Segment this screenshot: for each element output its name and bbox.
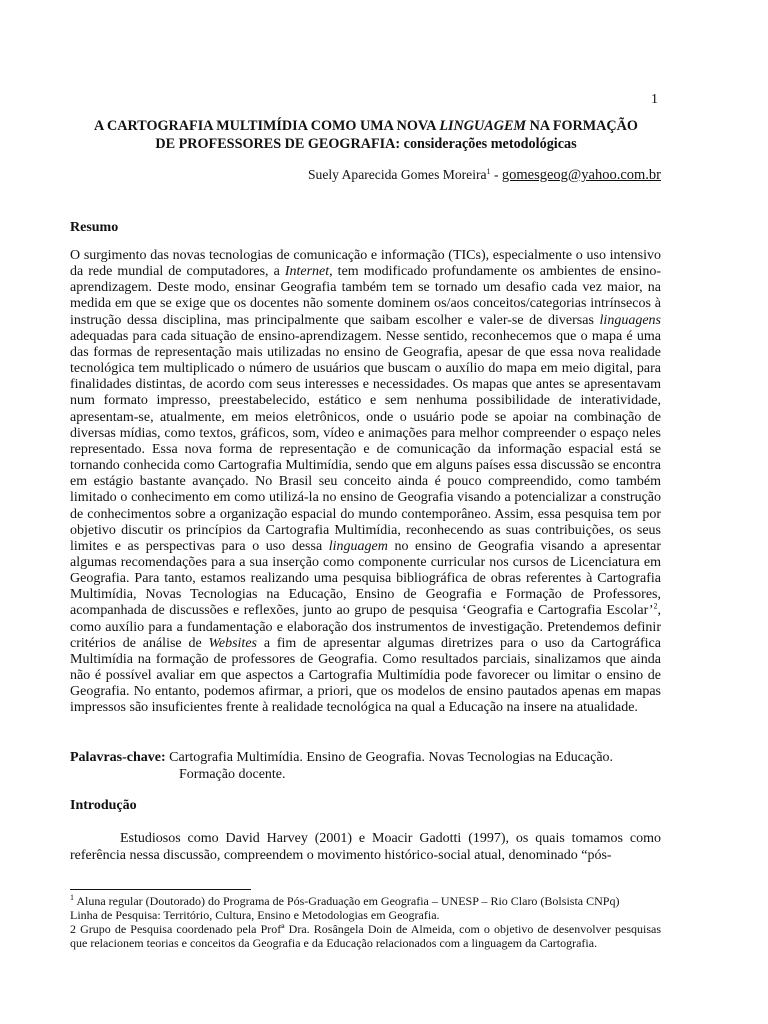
abstract-heading: Resumo: [70, 220, 119, 235]
footnote-2: 2 Grupo de Pesquisa coordenado pela Profª Dra. Rosângela Doin de Almeida, com o objetivo de desenvolver pesquisas que relacionem teorias e conceitos da Geografia e da Educação relacionados com a linguagem da Cartografia.: [70, 922, 661, 950]
intro-paragraph: Estudiosos como David Harvey (2001) e Moacir Gadotti (1997), os quais tomamos como referência nessa discussão, compreendem o movimento histórico-social atual, denominado “pós-: [70, 831, 661, 863]
footnote-divider: [70, 889, 251, 890]
keywords-list-cont: Formação docente.: [179, 767, 286, 782]
keywords-label: Palavras-chave:: [70, 750, 166, 765]
abstract-body: O surgimento das novas tecnologias de comunicação e informação (TICs), especialmente o uso intensivo da rede mundial de computadores, a Internet, tem modificado profundamente os ambientes de ensino-aprendizagem. Deste modo, ensinar Geografia também tem se tornado um desafio cada vez maior, na medida em que se exige que os docentes não somente dominem os/aos conceitos/categorias intrínsecos à instrução dessa disciplina, mas principalmente que saibam escolher e valer-se de diversas linguagens adequadas para cada situação de ensino-aprendizagem. Nesse sentido, reconhecemos que o mapa é uma das formas de representação mais utilizadas no ensino de Geografia, apesar de que essa nova realidade tecnológica tem multiplicado o número de usuários que buscam o auxílio do mapa em meio digital, para finalidades distintas, de acordo com seus interesses e necessidades. Os mapas que antes se apresentavam num formato impresso, preestabelecido, estático e sem nenhuma possibilidade de interatividade, apresentam-se, atualmente, em meios eletrônicos, onde o usuário pode se apoiar na combinação de diversas mídias, como textos, gráficos, som, vídeo e animações para melhor compreender o espaço neles representado. Essa nova forma de representação e de comunicação da informação espacial está se tornando conhecida como Cartografia Multimídia, sendo que em alguns países essa discussão se encontra em estágio bastante avançado. No Brasil seu conceito ainda é pouco compreendido, como também limitado o conhecimento em como utilizá-la no ensino de Geografia visando a potencializar a construção de conhecimentos sobre a organização espacial do mundo contemporâneo. Assim, essa pesquisa tem por objetivo discutir os princípios da Cartografia Multimídia, reconhecendo as suas contribuições, os seus limites e as perspectivas para o uso dessa linguagem no ensino de Geografia visando a apresentar algumas recomendações para a sua inserção como componente curricular nos cursos de Licenciatura em Geografia. Para tanto, estamos realizando uma pesquisa bibliográfica de obras referentes à Cartografia Multimídia, Novas Tecnologias na Educação, Ensino de Geografia e Formação de Professores, acompanhada de discussões e reflexões, junto ao grupo de pesquisa ‘Geografia e Cartografia Escolar’$^2$, como auxílio para a fundamentação e elaboração dos instrumentos de investigação. Pretendemos definir critérios de análise de Websites a fim de apresentar algumas diretrizes para o uso da Cartográfica Multimídia na formação de professores de Geografia. Como resultados parciais, sinalizamos que ainda não é possível avaliar em que aspectos a Cartografia Multimídia pode favorecer ou limitar o ensino de Geografia. No entanto, podemos afirmar, a priori, que os modelos de ensino pautados apenas em mapas impressos são insuficientes frente à realidade tecnológica na qual a Educação na insere na atualidade.: [70, 248, 662, 716]
author-line: Suely Aparecida Gomes Moreira$^1$ - gomesgeog@yahoo.com.br: [307, 167, 661, 183]
title-line-2: DE PROFESSORES DE GEOGRAFIA: considerações metodológicas: [155, 136, 577, 152]
footnote-1: $^1$ Aluna regular (Doutorado) do Programa de Pós-Graduação em Geografia – UNESP – Rio Claro (Bolsista CNPq) Linha de Pesquisa: Território, Cultura, Ensino e Metodologias em Geografia.: [70, 893, 620, 922]
keywords: [70, 749, 661, 783]
keywords-list: Cartografia Multimídia. Ensino de Geografia. Novas Tecnologias na Educação.: [169, 750, 614, 765]
title-line-1: A CARTOGRAFIA MULTIMÍDIA COMO UMA NOVA LINGUAGEM NA FORMAÇÃO: [94, 118, 638, 134]
intro-heading: Introdução: [70, 798, 137, 813]
author-email-link[interactable]: gomesgeog@yahoo.com.br: [501, 167, 661, 183]
author-footnote-mark: 1: [486, 167, 491, 176]
author-name: Suely Aparecida Gomes Moreira: [307, 167, 487, 182]
page-number: 1: [651, 92, 658, 107]
paper-title: [70, 117, 662, 153]
